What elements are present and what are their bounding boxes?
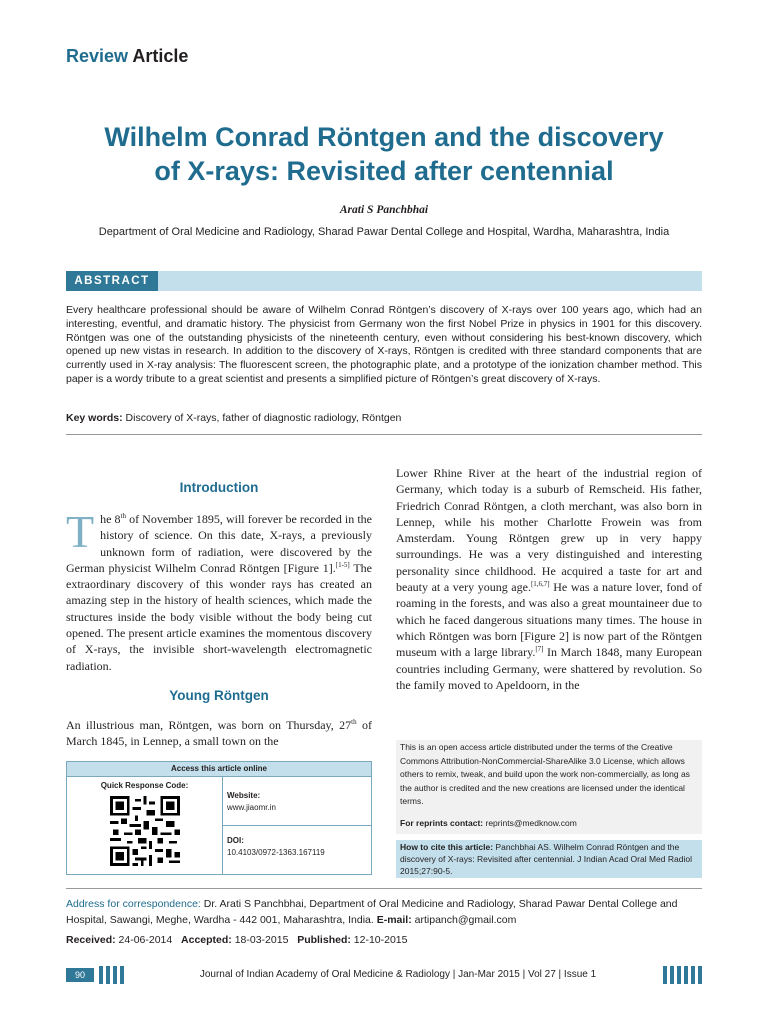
intro-ref: [1-5] xyxy=(335,560,350,569)
published-label: Published: xyxy=(297,934,351,946)
keywords-text: Discovery of X-rays, father of diagnostic radiology, Röntgen xyxy=(125,412,402,424)
right-text-2: He was a nature lover, fond of roaming in the forests, and was also a great mountaineer due to which he faced dangerous situations many times. The house in which Röntgen was born [Figure 2] is now part of the Röntgen museum with a large library. xyxy=(396,580,702,660)
correspondence-label: Address for correspondence: xyxy=(66,898,201,910)
access-box-header: Access this article online xyxy=(67,762,371,777)
young-rontgen-paragraph xyxy=(66,717,372,750)
article-dates xyxy=(66,934,702,946)
young-text-1: An illustrious man, Röntgen, was born on Thursday, 27 xyxy=(66,718,352,732)
introduction-paragraph xyxy=(66,506,373,674)
reprints-label: For reprints contact: xyxy=(400,818,484,828)
right-ref-1: [1,6,7] xyxy=(530,580,550,589)
divider xyxy=(66,434,702,435)
qr-cell xyxy=(67,777,223,874)
accepted-date: 18-03-2015 xyxy=(234,934,289,946)
article-title xyxy=(60,120,708,188)
qr-label: Quick Response Code: xyxy=(100,781,189,790)
doi-value[interactable]: 10.4103/0972-1363.167119 xyxy=(227,848,325,857)
footer-bars-right xyxy=(663,966,702,984)
doi-cell xyxy=(223,826,371,874)
open-access-box xyxy=(396,740,702,834)
drop-cap: T xyxy=(66,506,95,557)
intro-sup: th xyxy=(120,512,126,520)
title-line-1: Wilhelm Conrad Röntgen and the discovery xyxy=(104,122,664,152)
citation-box xyxy=(396,840,702,878)
open-access-text: This is an open access article distributed under the terms of the Creative Commons Attribution-NonCommercial-ShareAlike 3.0 License, which allows others to remix, tweak, and build upon the work non-commercially, as long as the author is credited and the new creations are licensed under the identical terms. xyxy=(400,742,690,806)
section-heading-introduction: Introduction xyxy=(179,480,259,495)
young-sup: th xyxy=(351,718,357,726)
abstract-bar-fill xyxy=(158,271,702,291)
reprints-email[interactable]: reprints@medknow.com xyxy=(485,818,577,828)
access-article-box xyxy=(66,761,372,875)
qr-code-icon[interactable] xyxy=(110,796,180,866)
right-text-3: In March 1848, many European countries including Germany, were shattered by revolution. So the family moved to Apeldoorn, in the xyxy=(396,645,703,692)
received-date: 24-06-2014 xyxy=(118,934,173,946)
intro-text-3: The extraordinary discovery of this wonder rays has created an amazing step in the history of health sciences, which made the structures inside the body visible without the body being cut opened. The present article examines the momentous discovery of X-rays, the invisible short-wavelength electromagnetic radiation. xyxy=(66,560,372,673)
abstract-bar xyxy=(66,271,702,291)
journal-info: Journal of Indian Academy of Oral Medicine & Radiology | Jan-Mar 2015 | Vol 27 | Issue 1 xyxy=(199,969,597,980)
doi-label: DOI: xyxy=(227,836,244,845)
abstract-text: Every healthcare professional should be aware of Wilhelm Conrad Röntgen’s discovery of X-rays over 100 years ago, which had an interesting, eventful, and dramatic history. The physicist from Germany won the first Nobel Prize in physics in 1901 for this discovery. Röntgen was one of the outstanding physicists of the nineteenth century, even without considering his best-known discovery, which opened up new vistas in research. In addition to the discovery of X-rays, Röntgen is credited with three standard components that are currently used in X-ray analysis: The fluorescent screen, the photographic plate, and a prototype of the ionization chamber method. This paper is a wordy tribute to a great scientist and presents a simplified picture of Röntgen’s great discovery of X-rays. xyxy=(66,304,702,385)
website-link[interactable]: www.jiaomr.in xyxy=(227,803,276,812)
young-text-2: of March 1845, in Lennep, a small town on the xyxy=(66,718,373,749)
footer-bars-left xyxy=(99,966,124,984)
email-link[interactable]: artipanch@gmail.com xyxy=(414,914,517,926)
divider xyxy=(66,888,702,889)
correspondence-text: Dr. Arati S Panchbhai, Department of Oral Medicine and Radiology, Sharad Pawar Dental College and Hospital, Sawangi, Meghe, Wardha - 442 001, Maharashtra, India. xyxy=(66,898,678,926)
citation-text xyxy=(400,841,698,877)
website-label: Website: xyxy=(227,791,261,800)
reprints-contact xyxy=(400,818,577,828)
right-text-1: Lower Rhine River at the heart of the industrial region of Germany, which today is a suburb of Remscheid. His father, Friedrich Conrad Röntgen, a cloth merchant, was also born in Lennep, while his mother Charlotte Frowein was from Amsterdam. Young Röntgen grew up in very happy surroundings. He was a very distinguished and interesting personality since childhood. He acquired a taste for art and beauty at a very young age. xyxy=(396,466,702,595)
keywords-label: Key words: xyxy=(66,412,123,424)
citation-value: Panchbhai AS. Wilhelm Conrad Röntgen and the discovery of X-rays: Revisited after centennial. J Indian Acad Oral Med Radiol 2015;27:90-5. xyxy=(400,842,692,876)
title-line-2: of X-rays: Revisited after centennial xyxy=(154,156,614,186)
author: Arati S Panchbhai xyxy=(339,204,429,216)
correspondence-address xyxy=(66,896,702,928)
article-type-label: Article xyxy=(132,46,189,66)
citation-label: How to cite this article: xyxy=(400,842,494,852)
intro-text-1: he 8 xyxy=(100,512,121,526)
received-label: Received: xyxy=(66,934,116,946)
affiliation: Department of Oral Medicine and Radiology, Sharad Pawar Dental College and Hospital, Wardha, Maharashtra, India xyxy=(98,226,670,238)
right-column-paragraph xyxy=(396,465,702,693)
email-label: E-mail: xyxy=(376,914,412,926)
page-number: 90 xyxy=(66,968,94,982)
page-footer xyxy=(66,966,702,984)
abstract-label: ABSTRACT xyxy=(66,271,158,291)
right-ref-2: [7] xyxy=(535,645,544,654)
website-cell xyxy=(223,777,371,826)
section-heading-young-rontgen: Young Röntgen xyxy=(169,688,269,703)
article-type xyxy=(66,46,188,67)
accepted-label: Accepted: xyxy=(181,934,232,946)
article-type-kicker: Review xyxy=(66,46,129,66)
published-date: 12-10-2015 xyxy=(353,934,408,946)
intro-text-2: of November 1895, will forever be recorded in the history of science. On this date, X-rays, a previously unknown form of radiation, were discovered by the German physicist Wilhelm Conrad Röntgen [Figure 1]. xyxy=(66,512,373,575)
keywords xyxy=(66,411,702,425)
